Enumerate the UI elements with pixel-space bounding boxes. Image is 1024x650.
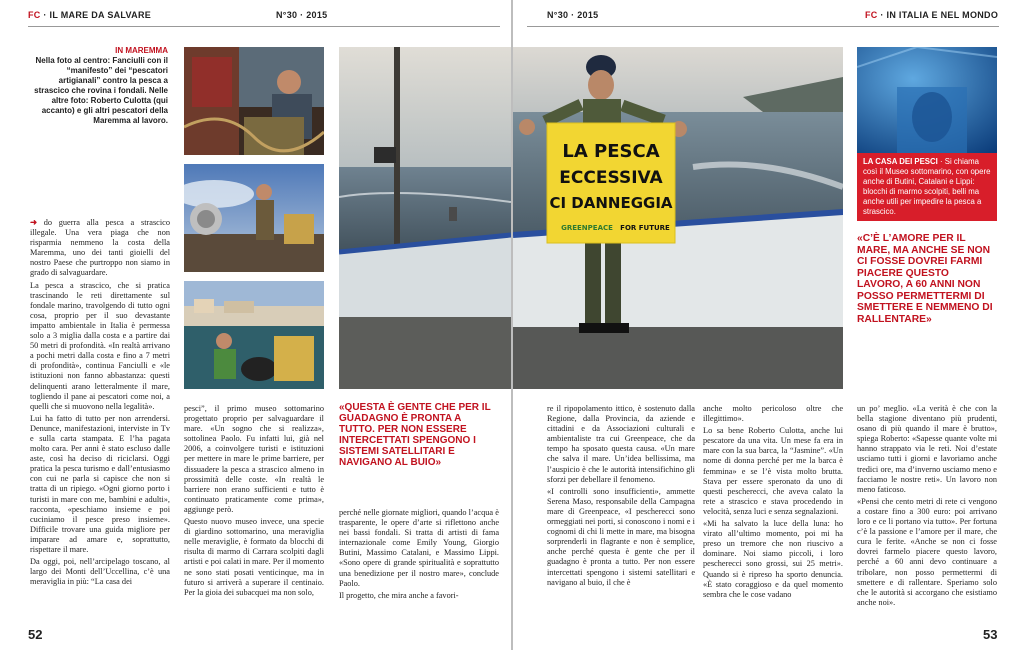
paragraph: Il progetto, che mira anche a favori-: [339, 590, 459, 600]
paragraph: perché nelle giornate migliori, quando l’acqua è trasparente, le opere d’arte si riflettono anche nei bassi fondali. Si tratta di artisti di fama internazionale come Emily Young, Giorgio Butini, Massimo Catalani, e Massimo Lippi. «Sono opere di grande spiritualità e soprattutto una benedizione per il nostro mare», conclude Paolo.: [339, 508, 499, 588]
paragraph: Questo nuovo museo invece, una specie di giardino sottomarino, una meraviglia nelle meraviglie, è formato da blocchi di risulta di marmo di Carrara scolpiti dagli artisti e poi calati in mare. Per il momento ne sono stati posati venticinque, ma in futuro si arriverà a superare il centinaio. Per la gioia dei subacquei ma non solo,: [184, 517, 324, 597]
page-number-right: 53: [983, 627, 998, 642]
banner-logo-greenpeace: GREENPEACE: [561, 224, 613, 232]
brand-mark: FC: [865, 10, 878, 20]
photo-fisherman-nets: [184, 47, 324, 155]
paragraph: «Pensi che cento metri di rete ci vengono a costare fino a 300 euro: poi arrivano loro e ce li portano via tutto». Per fortuna c’è la passione e l’amore per il mare, che cura le ferite. «Anche se non ci fosse dovrei farmelo piacere questo lavoro, perché a 60 anni devo continuare a tribolare, non posso permettermi di smettere e di rallentare. Speriamo solo che le autorità si accorgano che esistiamo anche noi».: [857, 496, 997, 607]
paragraph: pesci”, il primo museo sottomarino progettato proprio per salvaguardare il mare. «Un sogno che si realizza», sottolinea Paolo. Fu infatti lui, già nel 2006, a coinvolgere turisti e istituzioni per mettere in mare le prime barriere, per dissuadere la pesca a strascico almeno in prossimità delle coste. «In realtà le barriere non erano sufficienti e tutto è continuato praticamente come prima», aggiunge però.: [184, 404, 324, 514]
main-photo-left-half: [339, 47, 511, 389]
info-box-text: · Si chiama così il Museo sottomarino, con opere anche di Butini, Catalani e Lippi: blocchi di marmo scolpiti, belli ma anche utili per impedire la pesca a strascico.: [863, 157, 991, 216]
main-photo-right-half: [513, 47, 843, 389]
issue-number: N°30 · 2015: [276, 10, 328, 20]
header-rule: [527, 26, 999, 27]
article-column-2: [184, 404, 324, 600]
pull-quote-left: «QUESTA È GENTE CHE PER IL GUADAGNO È PRONTA A TUTTO. PER NON ESSERE INTERCETTATI SPENGONO I SISTEMI SATELLITARI E NAVIGANO AL BUIO»: [339, 402, 491, 468]
right-running-header: [865, 10, 998, 20]
brand-mark: FC: [28, 10, 41, 20]
paragraph: Da oggi, poi, nell’arcipelago toscano, al largo dei Monti dell’Uccellina, c’è una meraviglia in più: “La casa dei: [30, 557, 170, 587]
article-column-4: [547, 404, 695, 590]
photo-underwater-museum: [857, 47, 997, 153]
left-page: [0, 0, 511, 650]
issue-number: N°30 · 2015: [547, 10, 599, 20]
paragraph: Lo sa bene Roberto Culotta, anche lui pescatore da una vita. Un mese fa era in mare con la sua barca, la “Jasmine”. «Un nome di donna perché per me la barca è femmina» e se l’è vista molto brutta. Stava per essere speronato da uno di questi pescherecci, che aveva calato la rete a strascico e stava procedendo in velocità, senza luci e senza segnalazioni.: [703, 426, 843, 516]
article-column-1: [30, 218, 170, 589]
article-column-3: [339, 508, 499, 603]
banner-line-1: LA PESCA: [562, 141, 660, 162]
left-running-header: [28, 10, 151, 20]
continue-arrow-icon: ➜: [30, 218, 37, 227]
header-rule: [28, 26, 500, 27]
paragraph: «Mi ha salvato la luce della luna: ho virato all’ultimo momento, poi mi ha preso un tremore che non riuscivo a dominare. Noi siamo piccoli, i loro pescherecci sono grossi, sui 25 metri». Quando si è ripreso ha sporto denuncia. «È stato coraggioso e da quel momento sembra che le cose vadano: [703, 519, 843, 599]
photo-caption: [30, 46, 168, 126]
article-column-6: [857, 404, 997, 610]
paragraph: anche molto pericoloso oltre che illegittimo».: [703, 404, 843, 424]
paragraph: do guerra alla pesca a strascico illegale. Una vera piaga che non risparmia nemmeno la costa della Maremma, uno dei tanti gioielli del nostro Paese che purtroppo non siamo in grado di salvaguardare.: [30, 218, 171, 278]
info-box-casa-dei-pesci: [857, 153, 997, 221]
pull-quote-right: «C’È L’AMORE PER IL MARE, MA ANCHE SE NON CI FOSSE DOVREI FARMI PIACERE QUESTO LAVORO, A 60 ANNI NON POSSO PERMETTERMI DI SMETTERE E NEMMENO DI RALLENTARE»: [857, 233, 993, 325]
article-column-5: [703, 404, 843, 602]
photo-fisherman-boat: [184, 164, 324, 272]
paragraph: Lui ha fatto di tutto per non arrendersi. Denunce, manifestazioni, interviste in Tv e sulla carta stampata. E l’ha pagata molto cara. Per anni è stato escluso dalle aste, così ha deciso di riciclarsi. Oggi pratica la pesca turismo e dall’entusiasmo con cui ne parla si capisce che non si tratta di un ripiego. «Ogni giorno porto i turisti in mare con me, bambini e adulti», racconta, «peschiamo insieme e poi cuciniamo il pesce preso insieme». Difficile trovare una guida migliore per imparare ad amare e, soprattutto, rispettare il mare.: [30, 413, 170, 554]
page-number-left: 52: [28, 627, 43, 642]
caption-text: Nella foto al centro: Fanciulli con il “manifesto” dei “pescatori artigianali” contro la pesca a strascico che rovina i fondali. Nelle altre foto: Roberto Culotta (qui accanto) e gli altri pescatori della Maremma al lavoro.: [34, 56, 168, 125]
photo-harbour-fishermen: [184, 281, 324, 389]
paragraph: «I controlli sono insufficienti», ammette Serena Maso, responsabile della Campagna mare di Greenpeace, «I pescherecci sono ormeggiati nei porti, si conoscono i nomi e i cognomi di chi li mette in mare, ma bisogna sorprenderli in flagrante e non è semplice, anche perché questa è gente che per il guadagno è pronta a tutto. Per non essere intercettati spengono i sistemi satellitari e navigano al buio, il che è: [547, 486, 695, 587]
banner-logo-second: FOR FUTURE: [620, 224, 670, 232]
right-page: [513, 0, 1024, 650]
caption-kicker: IN MAREMMA: [115, 46, 168, 55]
section-title: · IN ITALIA E NEL MONDO: [880, 10, 999, 20]
banner-line-3: CI DANNEGGIA: [549, 194, 673, 212]
section-title: · IL MARE DA SALVARE: [43, 10, 152, 20]
banner-line-2: ECCESSIVA: [559, 168, 663, 188]
paragraph: un po’ meglio. «La verità è che con la bella stagione diventano più prudenti, osano di più quando il mare è brutto», spiega Roberto: «Sapesse quante volte mi hanno strappato via le reti. Noi d’estate usciamo tutti i giorni e lavoriamo anche tredici ore, ma d’inverno usciamo meno e facciamo le nostre reti». Un lavoro non meno faticoso.: [857, 404, 997, 494]
info-box-kicker: LA CASA DEI PESCI: [863, 157, 938, 166]
paragraph: La pesca a strascico, che si pratica trascinando le reti direttamente sul fondale marino, travolgendo di tutto ogni cosa, proprio per il suo devastante impatto ambientale in Italia è permessa solo a 3 miglia dalla costa e a partire dai 50 metri di profondità. «In realtà arrivano a pochi metri dalla costa e fino a 7 metri di profondità», continua Fanciulli e «le istituzioni non fanno abbastanza: questi delinquenti arano letteralmente il mare, togliendo il pane ai pescatori come noi, a quelli che si muovono nella legalità».: [30, 280, 170, 411]
paragraph: re il ripopolamento ittico, è sostenuto dalla Regione, dalla Provincia, da aziende e cittadini e da Associazioni culturali e ambientaliste tra cui Greenpeace, che da tempo ha sposato questa causa. «Un mare che salva il mare. Un’idea bellissima, ma l’auspicio è che le autorità intensifichino gli sforzi per debellare il fenomeno.: [547, 404, 695, 484]
